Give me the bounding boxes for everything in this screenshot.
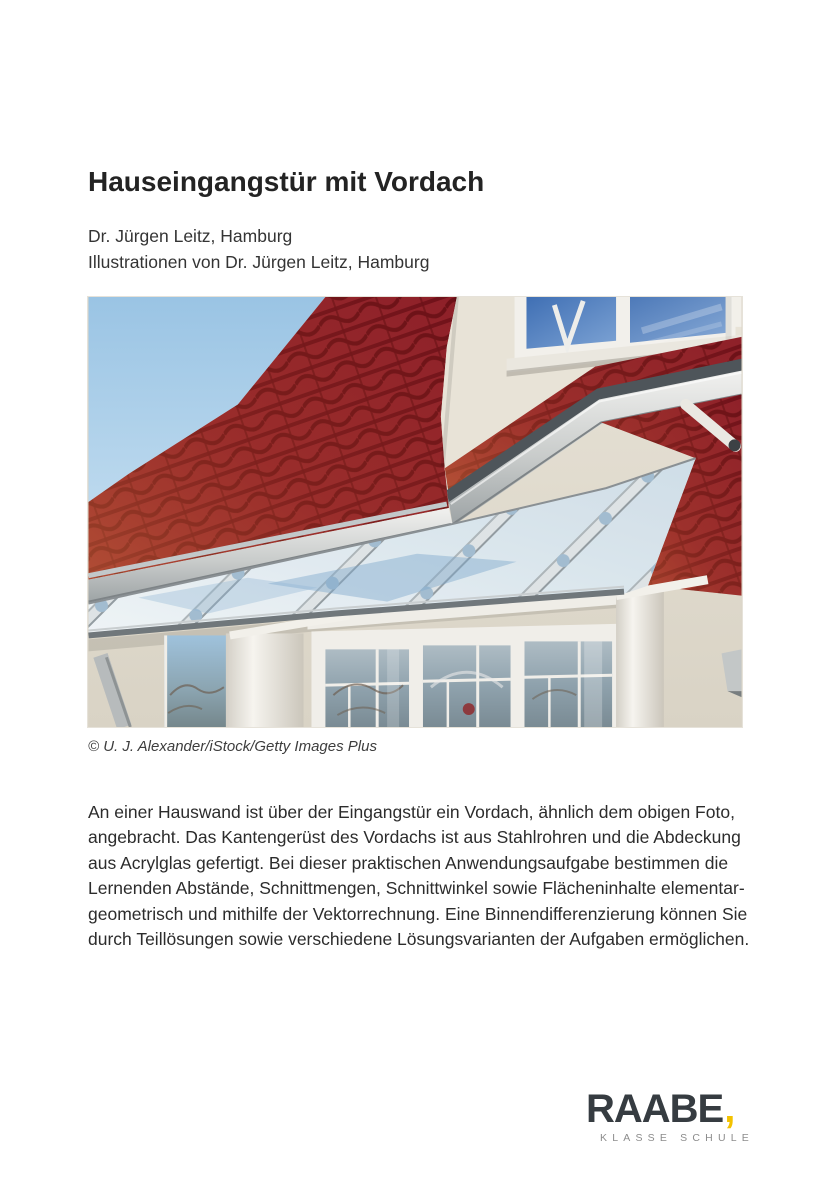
logo-brand-row (586, 1089, 754, 1129)
author-block (88, 223, 429, 275)
intro-line: aus Acrylglas gefertigt. Bei dieser praktischen Anwendungsaufgabe bestimmen die (88, 852, 729, 873)
house-photo (88, 297, 742, 727)
glass-door (164, 635, 228, 727)
raabe-logo (586, 1089, 754, 1144)
intro-line: Lernenden Abstände, Schnittmengen, Schnittwinkel sowie Flächeninhalte elementar- (88, 878, 745, 899)
illustrator-line: Illustrationen von Dr. Jürgen Leitz, Hamburg (88, 252, 430, 272)
photo-figure (87, 296, 743, 728)
intro-line: geometrisch und mithilfe der Vektorrechnung. Eine Binnendifferenzierung können Sie (88, 903, 748, 924)
intro-line: durch Teillösungen sowie verschiedene Lösungsvarianten der Aufgaben ermöglichen. (88, 929, 750, 950)
left-column (226, 633, 304, 727)
logo-brand-text: RAABE (586, 1087, 724, 1131)
page-title: Hauseingangstür mit Vordach (88, 166, 485, 197)
lower-window (311, 623, 631, 727)
intro-line: An einer Hauswand ist über der Eingangstür ein Vordach, ähnlich dem obigen Foto, (88, 802, 735, 822)
logo-tagline: KLASSE SCHULE (600, 1132, 754, 1144)
intro-line: angebracht. Das Kantengerüst des Vordachs ist aus Stahlrohren und die Abdeckung (88, 827, 741, 848)
author-line: Dr. Jürgen Leitz, Hamburg (88, 226, 293, 246)
intro-paragraph (88, 800, 788, 952)
right-column (616, 590, 664, 727)
photo-credit: © U. J. Alexander/iStock/Getty Images Plus (88, 738, 377, 755)
logo-comma: , (724, 1087, 735, 1131)
